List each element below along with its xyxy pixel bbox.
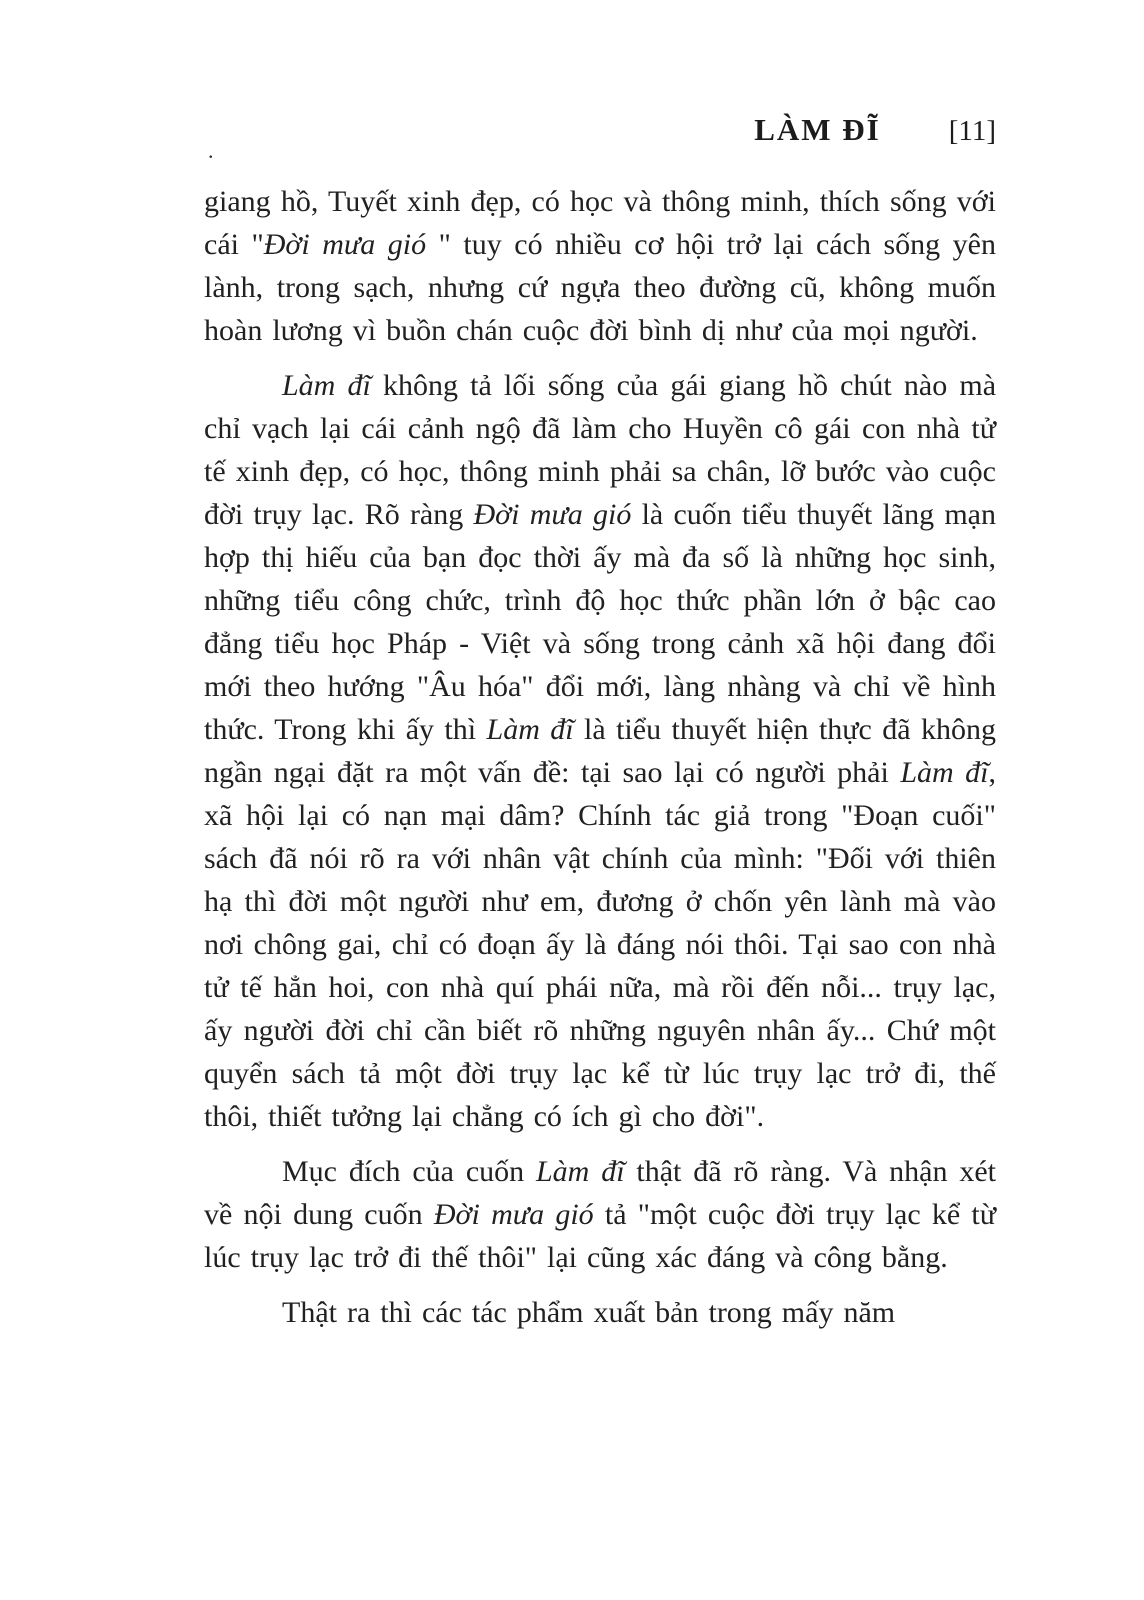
paragraph bbox=[204, 1291, 996, 1334]
text-run: là cuốn tiểu thuyết lãng mạn hợp thị hiếu của bạn đọc thời ấy mà đa số là những học sinh, những tiểu công chức, trình độ học thức phần lớn ở bậc cao đẳng tiểu học Pháp - Việt và sống trong cảnh xã hội đang đổi mới theo hướng "Âu hóa" đổi mới, làng nhàng và chỉ về hình thức. Trong khi ấy thì bbox=[204, 498, 996, 746]
stray-print-mark: . bbox=[208, 138, 214, 163]
italic-text-run: Làm đĩ bbox=[486, 713, 574, 746]
text-run: giang hồ, Tuyết xinh đẹp, có học và thông minh, thích sống với cái " bbox=[204, 185, 996, 261]
page-number: [11] bbox=[948, 115, 996, 147]
italic-text-run: Làm đĩ bbox=[282, 369, 371, 402]
paragraph bbox=[204, 364, 996, 1138]
text-run: , xã hội lại có nạn mại dâm? Chính tác giả trong "Đoạn cuối" sách đã nói rõ ra với nhân vật chính của mình: "Đối với thiên hạ thì đời một người như em, đương ở chốn yên lành mà vào nơi chông gai, chỉ có đoạn ấy là đáng nói thôi. Tại sao con nhà tử tế hẳn hoi, con nhà quí phái nữa, mà rồi đến nỗi... trụy lạc, ấy người đời chỉ cần biết rõ những nguyên nhân ấy... Chứ một quyển sách tả một đời trụy lạc kể từ lúc trụy lạc trở đi, thế thôi, thiết tưởng lại chẳng có ích gì cho đời". bbox=[204, 756, 997, 1133]
paragraph bbox=[204, 180, 996, 352]
italic-text-run: Làm đĩ bbox=[536, 1155, 625, 1188]
text-run: Mục đích của cuốn bbox=[282, 1155, 536, 1188]
text-run: Thật ra thì các tác phẩm xuất bản trong mấy năm bbox=[282, 1296, 896, 1329]
italic-text-run: Đời mưa gió bbox=[433, 1198, 594, 1231]
italic-text-run: Đời mưa gió bbox=[473, 498, 632, 531]
page-body bbox=[204, 180, 996, 1346]
text-run: thật đã rõ ràng. Và nhận xét về nội dung cuốn bbox=[204, 1155, 996, 1231]
text-run: tả "một cuộc đời trụy lạc kể từ lúc trụy lạc trở đi thế thôi" lại cũng xác đáng và công bằng. bbox=[204, 1198, 996, 1274]
running-header bbox=[204, 112, 996, 148]
text-run: là tiểu thuyết hiện thực đã không ngần ngại đặt ra một vấn đề: tại sao lại có người phải bbox=[204, 713, 997, 789]
text-run: " tuy có nhiều cơ hội trở lại cách sống yên lành, trong sạch, nhưng cứ ngựa theo đường cũ, không muốn hoàn lương vì buồn chán cuộc đời bình dị như của mọi người. bbox=[204, 228, 996, 347]
header-title: LÀM ĐĨ bbox=[754, 112, 881, 147]
paragraph bbox=[204, 1150, 996, 1279]
italic-text-run: Làm đĩ bbox=[900, 756, 989, 789]
text-run: không tả lối sống của gái giang hồ chút nào mà chỉ vạch lại cái cảnh ngộ đã làm cho Huyền cô gái con nhà tử tế xinh đẹp, có học, thông minh phải sa chân, lỡ bước vào cuộc đời trụy lạc. Rõ ràng bbox=[204, 369, 997, 531]
italic-text-run: Đời mưa gió bbox=[263, 228, 439, 261]
